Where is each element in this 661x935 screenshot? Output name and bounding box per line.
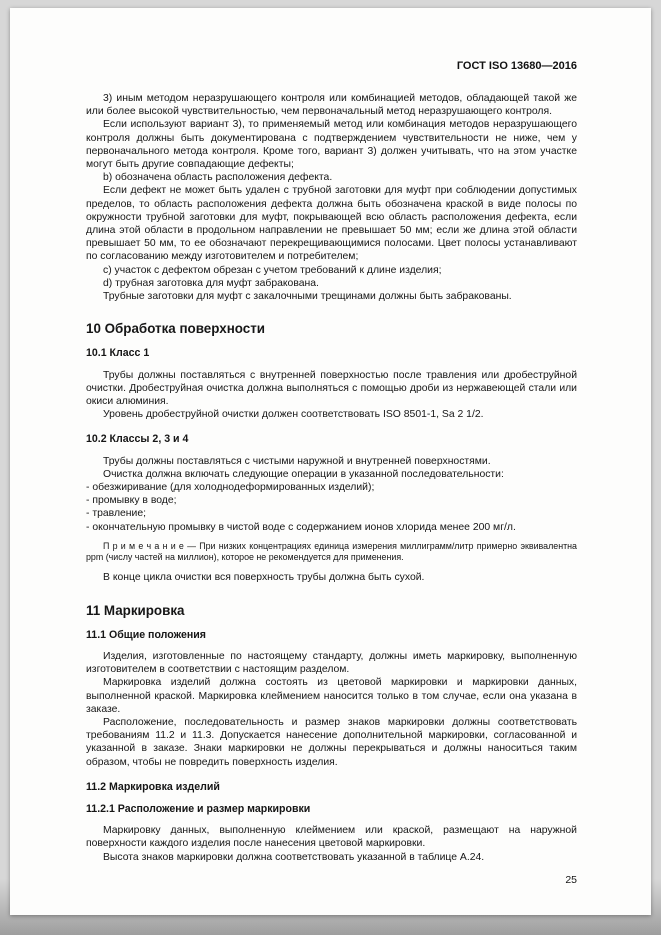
section-heading: 11 Маркировка xyxy=(86,602,185,618)
subsection-heading: 10.1 Класс 1 xyxy=(86,347,150,360)
page-header xyxy=(86,60,577,72)
document-page xyxy=(10,8,651,915)
list-item: - окончательную промывку в чистой воде с содержанием ионов хлорида менее 200 мг/л. xyxy=(86,521,516,533)
paragraph: Если используют вариант 3), то применяемый метод или комбинация методов неразрушающего контроля должны быть документирована с подтверждением чувствительности не ниже, чем у первоначального метода контроля. Кроме того, вариант 3) должен учитывать, что на этом участке могут быть другие совпадающие дефекты; xyxy=(86,119,577,171)
paragraph: Уровень дробеструйной очистки должен соответствовать ISO 8501-1, Sa 2 1/2. xyxy=(103,409,484,421)
page-number: 25 xyxy=(565,874,577,886)
note: П р и м е ч а н и е — При низких концентрациях единица измерения миллиграмм/литр примерно эквивалентна ppm (числу частей на миллион), которое не рекомендуется для применения. xyxy=(86,540,577,563)
standard-number: ГОСТ ISO 13680—2016 xyxy=(456,60,577,72)
paragraph: Трубные заготовки для муфт с закалочными трещинами должны быть забракованы. xyxy=(103,291,512,303)
paragraph: c) участок с дефектом обрезан с учетом требований к длине изделия; xyxy=(103,264,442,276)
page-content xyxy=(86,92,577,864)
paragraph: b) обозначена область расположения дефекта. xyxy=(103,172,333,184)
paragraph: Если дефект не может быть удален с трубной заготовки для муфт при соблюдении допустимых пределов, то область расположения дефекта должна быть обозначена краской в виде полосы по окружности трубной заготовки для муфт, покрывающей всю область расположения дефекта, если длина этой области в продольном направлении не превышает 50 мм; если же длина этой области превышает 50 мм, то ее обозначают перекрещивающимися полосами. Цвет полосы устанавливают по согласованию между изготовителем и потребителем; xyxy=(86,185,577,263)
paragraph: Маркировка изделий должна состоять из цветовой маркировки и маркировки данных, выполненной краской. Маркировка клеймением наносится только в том случае, если она указана в заказе. xyxy=(86,677,577,715)
section-heading: 10 Обработка поверхности xyxy=(86,321,266,337)
paragraph: Маркировку данных, выполненную клеймением или краской, размещают на наружной поверхности каждого изделия после нанесения цветовой маркировки. xyxy=(86,825,577,850)
subsection-heading: 10.2 Классы 2, 3 и 4 xyxy=(86,433,189,446)
list-item: - обезжиривание (для холоднодеформированных изделий); xyxy=(86,482,375,494)
paragraph: Очистка должна включать следующие операции в указанной последовательности: xyxy=(103,468,504,480)
paragraph: Высота знаков маркировки должна соответствовать указанной в таблице А.24. xyxy=(103,851,485,863)
list-item: - травление; xyxy=(86,508,146,520)
paragraph: Изделия, изготовленные по настоящему стандарту, должны иметь маркировку, выполненную изготовителем в соответствии с настоящим разделом. xyxy=(86,650,577,676)
paragraph: 3) иным методом неразрушающего контроля или комбинацией методов, обладающей такой же или более высокой чувствительностью, чем первоначальный метод неразрушающего контроля. xyxy=(86,93,577,118)
clause-heading: 11.2.1 Расположение и размер маркировки xyxy=(86,802,311,815)
list-item: - промывку в воде; xyxy=(86,495,177,507)
subsection-heading: 11.1 Общие положения xyxy=(86,628,206,641)
paragraph: Трубы должны поставляться с чистыми наружной и внутренней поверхностями. xyxy=(103,455,491,467)
paragraph: В конце цикла очистки вся поверхность трубы должна быть сухой. xyxy=(103,572,425,584)
paragraph: Трубы должны поставляться с внутренней поверхностью после травления или дробеструйной очистки. Дробеструйная очистка должна выполняться с помощью дроби из нержавеющей стали или окиси алюминия. xyxy=(86,369,577,408)
paragraph: Расположение, последовательность и размер знаков маркировки должны соответствовать требованиям 11.2 и 11.3. Допускается нанесение дополнительной маркировки, согласованной и указанной в заказе. Знаки маркировки не должны перекрываться и должны наноситься таким образом, чтобы не повредить поверхность изделия. xyxy=(86,716,577,768)
subsection-heading: 11.2 Маркировка изделий xyxy=(86,780,220,793)
paragraph: d) трубная заготовка для муфт забракована. xyxy=(103,277,319,289)
